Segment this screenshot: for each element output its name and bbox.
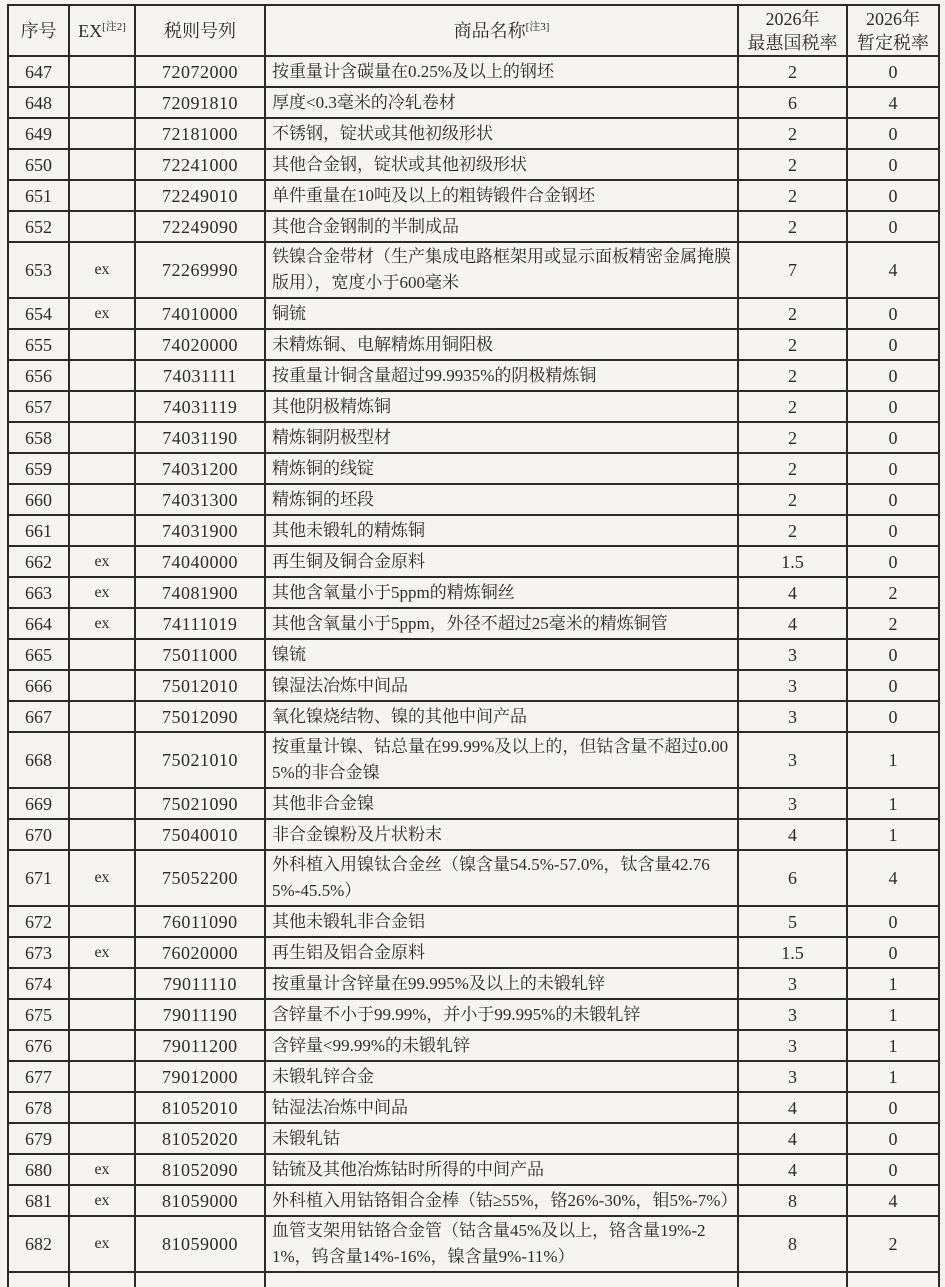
prov-rate-cell: 0 <box>847 56 939 87</box>
prov-rate-cell: 1 <box>847 1030 939 1061</box>
mfn-rate-cell: 4 <box>738 1092 847 1123</box>
name-cell: 外科植入用钴铬钼合金棒（钴≥55%，铬26%-30%，钼5%-7%） <box>265 1185 738 1216</box>
seq-cell: 652 <box>8 211 69 242</box>
table-row <box>8 639 939 670</box>
ex-cell: ex <box>69 850 135 906</box>
seq-cell: 675 <box>8 999 69 1030</box>
ex-cell: ex <box>69 546 135 577</box>
ex-cell <box>69 56 135 87</box>
prov-rate-cell: 1 <box>847 999 939 1030</box>
prov-rate-cell: 1 <box>847 819 939 850</box>
mfn-rate-cell: 3 <box>738 999 847 1030</box>
table-row <box>8 56 939 87</box>
code-cell: 72249010 <box>135 180 265 211</box>
code-cell: 74031900 <box>135 515 265 546</box>
code-cell: 81052020 <box>135 1123 265 1154</box>
seq-cell: 649 <box>8 118 69 149</box>
mfn-rate-cell: 2 <box>738 180 847 211</box>
seq-cell: 659 <box>8 453 69 484</box>
name-cell: 含锌量<99.99%的未锻轧锌 <box>265 1030 738 1061</box>
ex-cell <box>69 329 135 360</box>
name-cell: 钴湿法冶炼中间品 <box>265 1092 738 1123</box>
prov-rate-cell: 0 <box>847 484 939 515</box>
ex-cell <box>69 1272 135 1287</box>
seq-cell: 670 <box>8 819 69 850</box>
seq-cell: 651 <box>8 180 69 211</box>
col-header-ex <box>69 5 135 56</box>
seq-cell: 681 <box>8 1185 69 1216</box>
prov-rate-cell: 2 <box>847 608 939 639</box>
name-cell: 非合金镍粉及片状粉末 <box>265 819 738 850</box>
name-cell: 按重量计镍、钴总量在99.99%及以上的，但钴含量不超过0.005%的非合金镍 <box>265 732 738 788</box>
mfn-rate-cell: 2 <box>738 118 847 149</box>
mfn-rate-cell: 3 <box>738 968 847 999</box>
prov-rate-cell: 0 <box>847 515 939 546</box>
ex-cell <box>69 87 135 118</box>
code-cell: 72181000 <box>135 118 265 149</box>
mfn-rate-cell: 2 <box>738 391 847 422</box>
code-cell: 79011200 <box>135 1030 265 1061</box>
ex-cell <box>69 391 135 422</box>
seq-cell: 650 <box>8 149 69 180</box>
seq-cell: 680 <box>8 1154 69 1185</box>
mfn-rate-cell: 6 <box>738 87 847 118</box>
ex-cell <box>69 422 135 453</box>
seq-cell: 657 <box>8 391 69 422</box>
table-row <box>8 180 939 211</box>
code-cell: 81052010 <box>135 1092 265 1123</box>
mfn-rate-cell: 2 <box>738 422 847 453</box>
mfn-rate-cell: 2 <box>738 484 847 515</box>
name-cell: 未锻轧钴 <box>265 1123 738 1154</box>
seq-cell: 671 <box>8 850 69 906</box>
seq-cell: 677 <box>8 1061 69 1092</box>
ex-cell <box>69 1092 135 1123</box>
name-cell: 铁镍合金带材（生产集成电路框架用或显示面板精密金属掩膜版用），宽度小于600毫米 <box>265 242 738 298</box>
ex-cell <box>69 1061 135 1092</box>
table-row <box>8 788 939 819</box>
mfn-rate-cell: 4 <box>738 1123 847 1154</box>
ex-cell <box>69 211 135 242</box>
ex-cell: ex <box>69 608 135 639</box>
mfn-rate-cell: 7 <box>738 242 847 298</box>
mfn-rate-cell: 3 <box>738 788 847 819</box>
name-cell: 外科植入用镍钛合金丝（镍含量54.5%-57.0%，钛含量42.765%-45.5%） <box>265 850 738 906</box>
prov-rate-cell: 2 <box>847 577 939 608</box>
table-row <box>8 937 939 968</box>
code-cell: 76020000 <box>135 937 265 968</box>
code-cell: 74111019 <box>135 608 265 639</box>
ex-cell: ex <box>69 1216 135 1272</box>
prov-rate-cell: 0 <box>847 211 939 242</box>
mfn-rate-cell: 2 <box>738 149 847 180</box>
mfn-rate-cell: 4 <box>738 608 847 639</box>
code-cell: 74031119 <box>135 391 265 422</box>
prov-rate-cell: 1 <box>847 732 939 788</box>
table-row <box>8 850 939 906</box>
mfn-rate-cell: 3 <box>738 701 847 732</box>
name-cell: 厚度<0.3毫米的冷轧卷材 <box>265 87 738 118</box>
header-row <box>8 5 939 56</box>
prov-rate-cell: 0 <box>847 180 939 211</box>
ex-cell: ex <box>69 242 135 298</box>
seq-cell: 665 <box>8 639 69 670</box>
col-header-name <box>265 5 738 56</box>
name-cell: 其他未锻轧的精炼铜 <box>265 515 738 546</box>
seq-cell: 678 <box>8 1092 69 1123</box>
code-cell: 74031190 <box>135 422 265 453</box>
name-cell: 其他阴极精炼铜 <box>265 391 738 422</box>
name-cell: 精炼铜阴极型材 <box>265 422 738 453</box>
mfn-rate-cell: 3 <box>738 732 847 788</box>
code-cell: 74031200 <box>135 453 265 484</box>
table-row <box>8 1154 939 1185</box>
seq-cell: 662 <box>8 546 69 577</box>
partial-next-row <box>8 1272 939 1287</box>
mfn-rate-cell: 2 <box>738 56 847 87</box>
ex-cell: ex <box>69 937 135 968</box>
seq-cell: 653 <box>8 242 69 298</box>
mfn-rate-cell: 1.5 <box>738 546 847 577</box>
seq-cell: 682 <box>8 1216 69 1272</box>
seq-cell: 668 <box>8 732 69 788</box>
table-row <box>8 577 939 608</box>
col-header-code: 税则号列 <box>135 5 265 56</box>
prov-rate-cell: 0 <box>847 937 939 968</box>
prov-rate-cell: 0 <box>847 670 939 701</box>
name-cell: 其他合金钢，锭状或其他初级形状 <box>265 149 738 180</box>
mfn-rate-cell: 2 <box>738 329 847 360</box>
code-cell: 75040010 <box>135 819 265 850</box>
table-row <box>8 118 939 149</box>
name-cell: 其他未锻轧非合金铝 <box>265 906 738 937</box>
code-cell: 75012090 <box>135 701 265 732</box>
ex-cell <box>69 515 135 546</box>
table-row <box>8 819 939 850</box>
table-row <box>8 608 939 639</box>
name-cell: 未锻轧锌合金 <box>265 1061 738 1092</box>
code-cell: 74031111 <box>135 360 265 391</box>
table-row <box>8 329 939 360</box>
code-cell: 75012010 <box>135 670 265 701</box>
prov-rate-cell: 0 <box>847 1123 939 1154</box>
seq-cell: 661 <box>8 515 69 546</box>
name-cell: 其他合金钢制的半制成品 <box>265 211 738 242</box>
ex-cell <box>69 1123 135 1154</box>
mfn-rate-cell: 2 <box>738 211 847 242</box>
mfn-rate-cell: 8 <box>738 1185 847 1216</box>
seq-cell: 655 <box>8 329 69 360</box>
code-cell: 72269990 <box>135 242 265 298</box>
ex-cell <box>69 453 135 484</box>
tariff-table <box>7 4 940 1287</box>
col-header-mfn-rate <box>738 5 847 56</box>
name-cell: 精炼铜的线锭 <box>265 453 738 484</box>
prov-rate-cell: 4 <box>847 242 939 298</box>
ex-cell <box>69 1030 135 1061</box>
seq-cell: 656 <box>8 360 69 391</box>
mfn-rate-cell: 4 <box>738 819 847 850</box>
mfn-rate-cell: 3 <box>738 1061 847 1092</box>
code-cell: 81052090 <box>135 1154 265 1185</box>
code-cell: 75021010 <box>135 732 265 788</box>
name-cell <box>265 1272 738 1287</box>
prov-rate-cell: 4 <box>847 1185 939 1216</box>
code-cell: 72249090 <box>135 211 265 242</box>
table-row <box>8 298 939 329</box>
table-row <box>8 211 939 242</box>
seq-cell: 666 <box>8 670 69 701</box>
ex-cell <box>69 819 135 850</box>
mfn-rate-cell: 3 <box>738 639 847 670</box>
code-cell <box>135 1272 265 1287</box>
mfn-rate-cell: 2 <box>738 360 847 391</box>
name-cell: 钴锍及其他冶炼钴时所得的中间产品 <box>265 1154 738 1185</box>
table-row <box>8 87 939 118</box>
code-cell: 74031300 <box>135 484 265 515</box>
code-cell: 74081900 <box>135 577 265 608</box>
name-cell: 血管支架用钴铬合金管（钴含量45%及以上，铬含量19%-21%，钨含量14%-16%，镍含量9%-11%） <box>265 1216 738 1272</box>
prov-rate-cell: 0 <box>847 360 939 391</box>
name-cell: 单件重量在10吨及以上的粗铸锻件合金钢坯 <box>265 180 738 211</box>
mfn-rate-cell: 5 <box>738 906 847 937</box>
table-row <box>8 242 939 298</box>
ex-cell <box>69 732 135 788</box>
ex-cell <box>69 149 135 180</box>
code-cell: 75011000 <box>135 639 265 670</box>
code-cell: 72072000 <box>135 56 265 87</box>
ex-cell <box>69 639 135 670</box>
prov-rate-cell: 0 <box>847 1092 939 1123</box>
table-row <box>8 999 939 1030</box>
mfn-rate-cell: 2 <box>738 453 847 484</box>
ex-cell: ex <box>69 1154 135 1185</box>
prov-rate-cell: 0 <box>847 1154 939 1185</box>
ex-cell: ex <box>69 577 135 608</box>
table-row <box>8 701 939 732</box>
name-cell: 再生铜及铜合金原料 <box>265 546 738 577</box>
mfn-rate-cell <box>738 1272 847 1287</box>
ex-cell <box>69 701 135 732</box>
code-cell: 81059000 <box>135 1185 265 1216</box>
col-header-seq: 序号 <box>8 5 69 56</box>
name-cell: 镍湿法冶炼中间品 <box>265 670 738 701</box>
prov-rate-cell: 4 <box>847 87 939 118</box>
code-cell: 76011090 <box>135 906 265 937</box>
ex-cell <box>69 484 135 515</box>
table-row <box>8 1092 939 1123</box>
mfn-rate-cell: 3 <box>738 1030 847 1061</box>
col-header-provisional-rate <box>847 5 939 56</box>
code-cell: 75052200 <box>135 850 265 906</box>
code-cell: 74010000 <box>135 298 265 329</box>
ex-cell <box>69 118 135 149</box>
seq-cell: 648 <box>8 87 69 118</box>
ex-cell: ex <box>69 298 135 329</box>
seq-cell <box>8 1272 69 1287</box>
seq-cell: 669 <box>8 788 69 819</box>
mfn-rate-cell: 3 <box>738 670 847 701</box>
seq-cell: 647 <box>8 56 69 87</box>
ex-cell <box>69 360 135 391</box>
ex-cell <box>69 906 135 937</box>
mfn-rate-cell: 1.5 <box>738 937 847 968</box>
code-cell: 79011190 <box>135 999 265 1030</box>
name-cell: 含锌量不小于99.99%，并小于99.995%的未锻轧锌 <box>265 999 738 1030</box>
table-row <box>8 1216 939 1272</box>
ex-footnote-ref: [注2] <box>102 20 126 33</box>
prov-rate-cell: 1 <box>847 1061 939 1092</box>
provisional-header-label: 暂定税率 <box>857 32 929 53</box>
table-row <box>8 546 939 577</box>
ex-cell <box>69 788 135 819</box>
seq-cell: 660 <box>8 484 69 515</box>
code-cell: 74040000 <box>135 546 265 577</box>
prov-rate-cell: 0 <box>847 118 939 149</box>
code-cell: 74020000 <box>135 329 265 360</box>
code-cell: 79012000 <box>135 1061 265 1092</box>
prov-rate-cell: 0 <box>847 546 939 577</box>
prov-rate-cell: 0 <box>847 149 939 180</box>
prov-rate-cell <box>847 1272 939 1287</box>
seq-cell: 654 <box>8 298 69 329</box>
name-cell: 按重量计铜含量超过99.9935%的阴极精炼铜 <box>265 360 738 391</box>
code-cell: 72241000 <box>135 149 265 180</box>
ex-cell <box>69 999 135 1030</box>
seq-cell: 674 <box>8 968 69 999</box>
code-cell: 72091810 <box>135 87 265 118</box>
prov-rate-cell: 0 <box>847 422 939 453</box>
mfn-header-label: 最惠国税率 <box>747 32 838 53</box>
prov-rate-cell: 1 <box>847 968 939 999</box>
seq-cell: 676 <box>8 1030 69 1061</box>
prov-rate-cell: 0 <box>847 906 939 937</box>
name-cell: 其他含氧量小于5ppm的精炼铜丝 <box>265 577 738 608</box>
prov-rate-cell: 2 <box>847 1216 939 1272</box>
seq-cell: 667 <box>8 701 69 732</box>
ex-cell <box>69 180 135 211</box>
seq-cell: 672 <box>8 906 69 937</box>
ex-cell <box>69 968 135 999</box>
table-row <box>8 732 939 788</box>
prov-rate-cell: 0 <box>847 639 939 670</box>
ex-cell <box>69 670 135 701</box>
seq-cell: 673 <box>8 937 69 968</box>
mfn-rate-cell: 6 <box>738 850 847 906</box>
table-row <box>8 422 939 453</box>
prov-rate-cell: 0 <box>847 298 939 329</box>
mfn-rate-cell: 4 <box>738 577 847 608</box>
ex-cell: ex <box>69 1185 135 1216</box>
ex-header-label: EX <box>78 20 103 41</box>
provisional-header-year: 2026年 <box>866 8 920 29</box>
name-cell: 铜锍 <box>265 298 738 329</box>
name-cell: 按重量计含碳量在0.25%及以上的钢坯 <box>265 56 738 87</box>
seq-cell: 679 <box>8 1123 69 1154</box>
table-row <box>8 360 939 391</box>
name-cell: 其他非合金镍 <box>265 788 738 819</box>
name-footnote-ref: [注3] <box>525 20 550 33</box>
table-row <box>8 1030 939 1061</box>
seq-cell: 664 <box>8 608 69 639</box>
prov-rate-cell: 4 <box>847 850 939 906</box>
table-row <box>8 515 939 546</box>
mfn-rate-cell: 2 <box>738 515 847 546</box>
name-cell: 镍锍 <box>265 639 738 670</box>
name-cell: 再生铝及铝合金原料 <box>265 937 738 968</box>
table-row <box>8 149 939 180</box>
name-cell: 按重量计含锌量在99.995%及以上的未锻轧锌 <box>265 968 738 999</box>
mfn-header-year: 2026年 <box>765 8 820 29</box>
seq-cell: 663 <box>8 577 69 608</box>
table-row <box>8 484 939 515</box>
prov-rate-cell: 0 <box>847 453 939 484</box>
prov-rate-cell: 0 <box>847 701 939 732</box>
prov-rate-cell: 0 <box>847 329 939 360</box>
mfn-rate-cell: 2 <box>738 298 847 329</box>
table-row <box>8 391 939 422</box>
mfn-rate-cell: 8 <box>738 1216 847 1272</box>
table-row <box>8 1185 939 1216</box>
mfn-rate-cell: 4 <box>738 1154 847 1185</box>
prov-rate-cell: 0 <box>847 391 939 422</box>
name-cell: 未精炼铜、电解精炼用铜阳极 <box>265 329 738 360</box>
code-cell: 81059000 <box>135 1216 265 1272</box>
table-row <box>8 453 939 484</box>
name-cell: 精炼铜的坯段 <box>265 484 738 515</box>
table-row <box>8 968 939 999</box>
prov-rate-cell: 1 <box>847 788 939 819</box>
table-row <box>8 1123 939 1154</box>
name-cell: 其他含氧量小于5ppm，外径不超过25毫米的精炼铜管 <box>265 608 738 639</box>
seq-cell: 658 <box>8 422 69 453</box>
code-cell: 79011110 <box>135 968 265 999</box>
table-row <box>8 670 939 701</box>
name-header-label: 商品名称 <box>453 20 526 41</box>
name-cell: 不锈钢，锭状或其他初级形状 <box>265 118 738 149</box>
table-row <box>8 906 939 937</box>
table-row <box>8 1061 939 1092</box>
name-cell: 氧化镍烧结物、镍的其他中间产品 <box>265 701 738 732</box>
code-cell: 75021090 <box>135 788 265 819</box>
